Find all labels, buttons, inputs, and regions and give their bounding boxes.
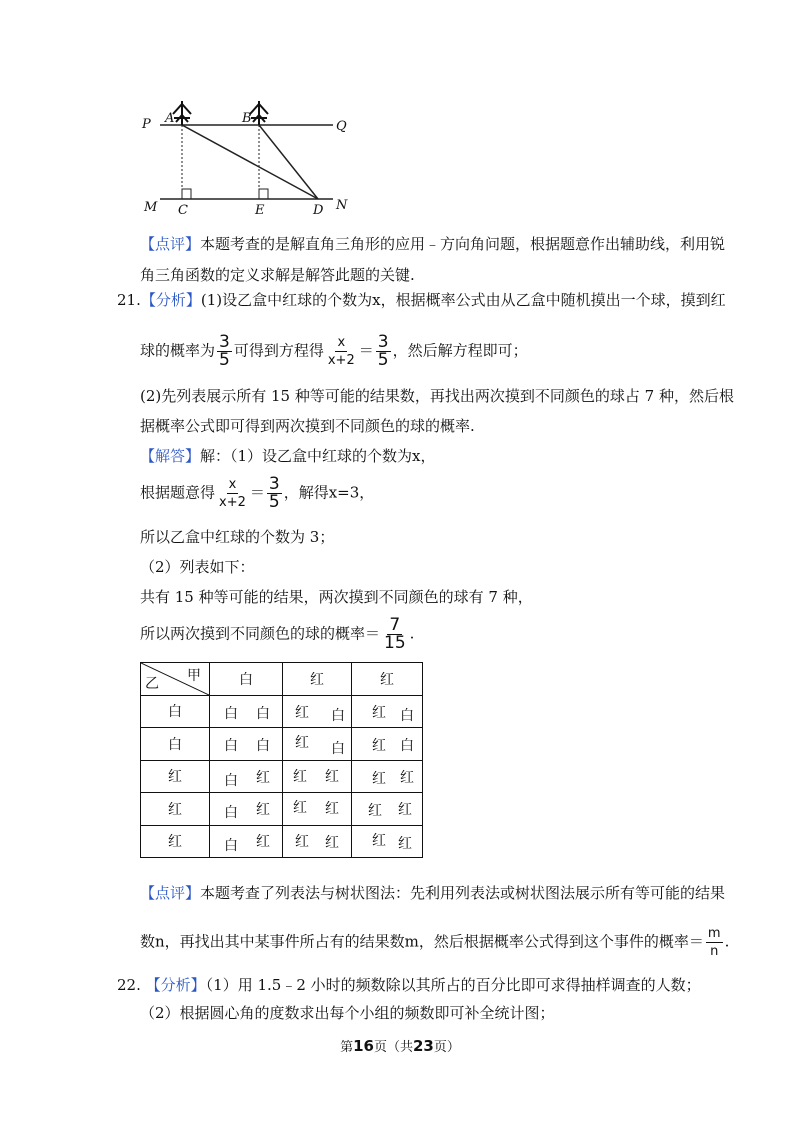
label-p: P: [142, 117, 151, 132]
fraction-numerator: m: [707, 926, 721, 941]
q21-solution-line6: [140, 617, 414, 652]
solution-tag: 【解答】: [140, 447, 201, 465]
fraction-numerator: x: [337, 335, 346, 350]
q21-analysis-line3: (2)先列表展示所有 15 种等可能的结果数，再找出两次摸到不同颜色的球占 7 种，然后根: [140, 387, 734, 405]
review-text: 本题考查了列表法与树状图法：先利用列表法或树状图法展示所有等可能的结果: [200, 884, 726, 902]
text-segment: ，解得x=3，: [283, 483, 375, 502]
text-segment: 可得到方程得: [233, 341, 324, 360]
footer-text: 第: [340, 1040, 354, 1055]
q21-review-line1: [140, 883, 725, 903]
table-cell: [210, 695, 283, 728]
total-pages: 23: [413, 1037, 434, 1055]
table-row: [141, 695, 423, 728]
question-number: 21.: [117, 291, 141, 309]
q21-solution-line3: 所以乙盒中红球的个数为 3；: [140, 528, 335, 546]
cell-value: 红: [256, 833, 270, 850]
cell-value: 红: [256, 769, 270, 786]
table-cell: [352, 695, 423, 728]
cell-value: 红: [256, 802, 270, 818]
table-corner-cell: [141, 663, 210, 696]
fraction-denominator: 5: [268, 492, 280, 512]
q21-solution-line5: 共有 15 种等可能的结果，两次摸到不同颜色的球有 7 种，: [140, 588, 533, 606]
text-segment: 所以两次摸到不同颜色的球的概率＝: [140, 624, 381, 643]
cell-value: 红: [325, 768, 339, 785]
corner-label-top: 甲: [187, 668, 201, 684]
line-ad: [182, 125, 318, 199]
label-d: D: [313, 203, 324, 218]
right-angle-c: [182, 189, 191, 199]
text-segment: 数n，再找出其中某事件所占有的结果数m，然后根据概率公式得到这个事件的概率＝: [140, 932, 704, 951]
table-header-row: [141, 663, 423, 696]
cell-value: 白: [256, 705, 270, 722]
line-bd: [259, 125, 318, 199]
row-label: 红: [141, 825, 210, 858]
table-cell: [352, 728, 423, 761]
q21-analysis-line1: [117, 290, 726, 310]
cell-value: 红: [295, 704, 309, 721]
label-b: B: [242, 111, 252, 126]
cell-value: 白: [224, 805, 238, 821]
fraction-3-5: [267, 476, 282, 511]
table-cell: [210, 760, 283, 793]
cell-value: 白: [331, 741, 345, 757]
question-number: 22.: [117, 976, 141, 994]
cell-value: 红: [325, 834, 339, 851]
row-label: 红: [141, 760, 210, 793]
table-row: [141, 728, 423, 761]
cell-value: 红: [293, 800, 307, 816]
cell-value: 红: [368, 803, 382, 819]
review-tag: 【点评】: [140, 884, 201, 902]
cell-value: 红: [293, 768, 307, 785]
table-cell: [210, 793, 283, 826]
q20-review-line2: 角三角函数的定义求解是解答此题的关键.: [140, 266, 415, 284]
label-a: A: [165, 111, 175, 126]
fraction-7-15: [382, 617, 408, 652]
label-e: E: [255, 203, 265, 218]
text-segment: 球的概率为: [140, 341, 216, 360]
compass-icon-a: [173, 101, 191, 125]
cell-value: 白: [331, 707, 345, 724]
text-segment: .: [724, 932, 730, 951]
solution-text: 解：（1）设乙盒中红球的个数为x，: [200, 447, 436, 465]
cell-value: 白: [224, 772, 238, 789]
fraction-numerator: 7: [389, 615, 401, 635]
cell-value: 红: [398, 802, 412, 818]
equals-sign: ＝: [358, 341, 374, 360]
table-row: [141, 825, 423, 858]
table-cell: [352, 760, 423, 793]
fraction-numerator: x: [228, 477, 237, 492]
footer-text: 页（共: [373, 1040, 413, 1055]
compass-icon-b: [250, 101, 268, 125]
fraction-numerator: 3: [377, 332, 389, 352]
page-number: 16: [353, 1037, 374, 1055]
table-cell: [283, 825, 352, 858]
review-text: 本题考查的是解直角三角形的应用﹣方向角问题，根据题意作出辅助线，利用锐: [200, 235, 726, 253]
table-cell: [210, 825, 283, 858]
review-tag: 【点评】: [140, 235, 201, 253]
cell-value: 红: [372, 738, 386, 754]
q22-analysis-line1: [117, 975, 701, 995]
q21-analysis-line4: 据概率公式即可得到两次摸到不同颜色的球的概率.: [140, 417, 475, 435]
analysis-tag: 【分析】: [140, 291, 201, 309]
row-label: 白: [141, 728, 210, 761]
outcome-table: [140, 662, 423, 858]
analysis-tag: 【分析】: [145, 976, 206, 994]
cell-value: 红: [398, 835, 412, 852]
cell-value: 白: [224, 705, 238, 722]
cell-value: 红: [325, 801, 339, 817]
cell-value: 白: [400, 738, 414, 754]
cell-value: 红: [372, 832, 386, 849]
text-segment: 根据题意得: [140, 483, 216, 502]
cell-value: 白: [224, 738, 238, 754]
cell-value: 白: [400, 707, 414, 724]
text-segment: .: [409, 624, 415, 643]
q22-analysis-line2: （2）根据圆心角的度数求出每个小组的频数即可补全统计图；: [140, 1004, 555, 1022]
analysis-text: （1）用 1.5﹣2 小时的频数除以其所占的百分比即可求得抽样调查的人数；: [205, 976, 701, 994]
table-header-cell: 白: [210, 663, 283, 696]
cell-value: 红: [372, 770, 386, 787]
footer-text: 页）: [433, 1040, 460, 1055]
fraction-numerator: 3: [268, 474, 280, 494]
table-cell: [283, 793, 352, 826]
fraction-denominator: 15: [384, 633, 406, 653]
cell-value: 白: [256, 738, 270, 754]
text-segment: ，然后解方程即可；: [392, 341, 528, 360]
q21-review-line2: [140, 925, 729, 960]
cell-value: 红: [295, 735, 309, 751]
table-cell: [283, 695, 352, 728]
table-cell: [210, 728, 283, 761]
table-row: [141, 760, 423, 793]
fraction-numerator: 3: [219, 332, 230, 352]
fraction-denominator: 5: [219, 350, 230, 370]
label-n: N: [336, 198, 348, 213]
geometry-diagram: [138, 96, 358, 221]
table-cell: [283, 728, 352, 761]
row-label: 白: [141, 695, 210, 728]
fraction-denominator: x+2: [327, 353, 355, 368]
corner-label-bottom: 乙: [145, 675, 159, 692]
right-angle-e: [259, 189, 268, 199]
equals-sign: ＝: [249, 483, 265, 502]
fraction-denominator: n: [710, 944, 719, 959]
fraction-3-5: [217, 334, 232, 369]
q21-analysis-line2: [140, 334, 528, 369]
row-label: 红: [141, 793, 210, 826]
cell-value: 白: [224, 837, 238, 854]
cell-value: 红: [295, 833, 309, 850]
table-row: [141, 793, 423, 826]
label-q: Q: [336, 119, 347, 134]
q21-solution-line1: [140, 446, 436, 466]
q20-review-line1: [140, 234, 725, 254]
table-header-cell: 红: [283, 663, 352, 696]
fraction-denominator: 5: [377, 350, 389, 370]
table-header-cell: 红: [352, 663, 423, 696]
table-cell: [352, 793, 423, 826]
analysis-text: (1)设乙盒中红球的个数为x，根据概率公式由从乙盒中随机摸出一个球，摸到红: [200, 291, 726, 309]
cell-value: 红: [400, 769, 414, 786]
table-cell: [283, 760, 352, 793]
q21-solution-line2: [140, 476, 374, 511]
fraction-3-5: [376, 334, 391, 369]
cell-value: 红: [372, 704, 386, 721]
label-c: C: [178, 203, 188, 218]
fraction-m-n: [706, 925, 723, 960]
q21-solution-line4: （2）列表如下：: [140, 558, 255, 576]
label-m: M: [144, 200, 158, 215]
fraction-x-over-x-plus-2: [217, 476, 248, 511]
page-footer: [0, 1036, 800, 1055]
fraction-denominator: x+2: [219, 495, 246, 510]
table-cell: [352, 825, 423, 858]
fraction-x-over-x-plus-2: [326, 334, 357, 369]
